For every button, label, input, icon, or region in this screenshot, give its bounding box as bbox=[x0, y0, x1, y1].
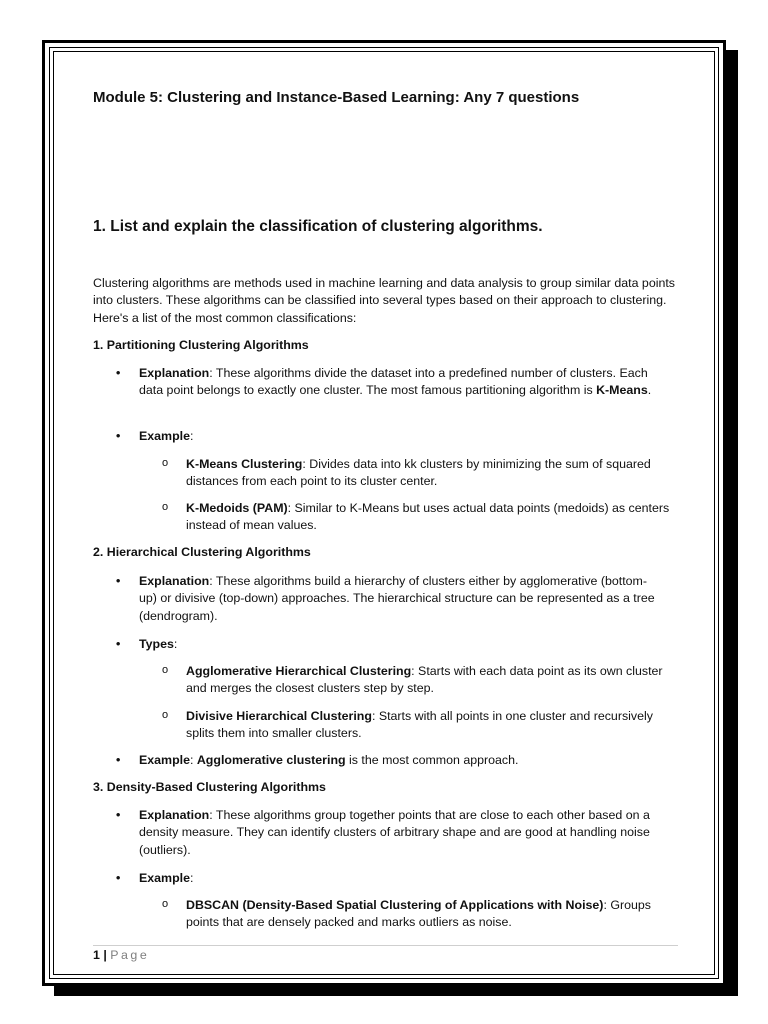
footer-divider bbox=[93, 945, 678, 946]
section-heading-hierarchical: 2. Hierarchical Clustering Algorithms bbox=[93, 545, 311, 559]
circle-bullet-icon: o bbox=[162, 709, 169, 721]
bullet-icon: • bbox=[116, 753, 121, 767]
bullet-icon: • bbox=[116, 871, 121, 885]
bullet-icon: • bbox=[116, 429, 121, 443]
bullet-text: Explanation: These algorithms divide the dataset into a predefined number of clusters. Each data point belongs to exactly one cluster. The most famous partitioning algorithm is K-Means. bbox=[139, 366, 652, 398]
circle-bullet-icon: o bbox=[162, 501, 169, 513]
module-title: Module 5: Clustering and Instance-Based Learning: Any 7 questions bbox=[93, 89, 580, 106]
page-footer: 1 | Page bbox=[93, 948, 150, 962]
page-label: Page bbox=[110, 948, 150, 962]
section-heading-density: 3. Density-Based Clustering Algorithms bbox=[93, 780, 326, 794]
circle-bullet-icon: o bbox=[162, 664, 169, 676]
page-number: 1 bbox=[93, 948, 100, 962]
bullet-icon: • bbox=[116, 808, 121, 822]
bullet-icon: • bbox=[116, 366, 121, 380]
section-heading-partitioning: 1. Partitioning Clustering Algorithms bbox=[93, 338, 309, 352]
question-title: 1. List and explain the classification of clustering algorithms. bbox=[93, 218, 543, 235]
circle-bullet-icon: o bbox=[162, 457, 169, 469]
bullet-icon: • bbox=[116, 574, 121, 588]
bullet-icon: • bbox=[116, 637, 121, 651]
circle-bullet-icon: o bbox=[162, 898, 169, 910]
intro-paragraph: Clustering algorithms are methods used in machine learning and data analysis to group similar data points into clusters. These algorithms can be classified into several types based on their approach to clustering. Here's a list of the most common classifications: bbox=[93, 276, 675, 325]
